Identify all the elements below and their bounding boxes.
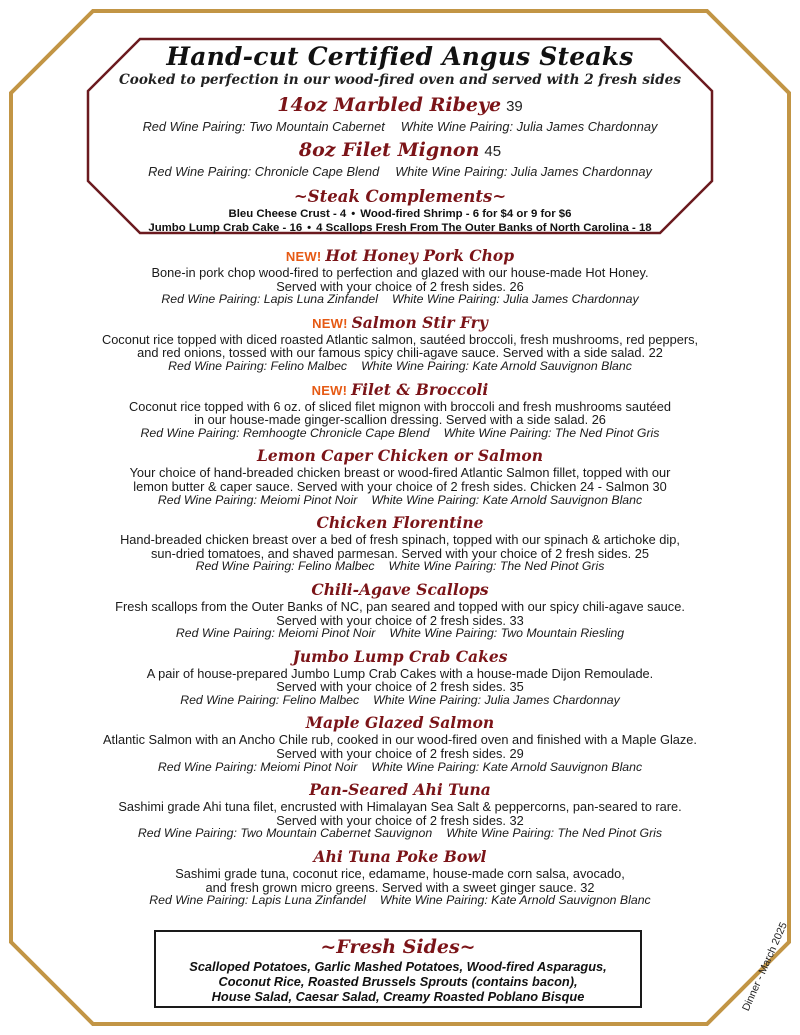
red-wine-pairing: Red Wine Pairing: Remhoogte Chronicle Cape Blend bbox=[140, 425, 430, 440]
fresh-sides-box bbox=[154, 930, 642, 1008]
red-wine-pairing: Red Wine Pairing: Chronicle Cape Blend bbox=[148, 164, 380, 179]
new-badge: NEW! bbox=[285, 249, 322, 264]
white-wine-pairing: White Wine Pairing: Julia James Chardonnay bbox=[373, 692, 620, 707]
bullet-separator: • bbox=[307, 222, 312, 234]
steak-complements bbox=[105, 187, 695, 235]
item-description: Served with your choice of 2 fresh sides. 29 bbox=[276, 746, 524, 762]
white-wine-pairing: White Wine Pairing: The Ned Pinot Gris bbox=[388, 559, 605, 574]
sides-list-line: Coconut Rice, Roasted Brussels Sprouts (contains bacon), bbox=[218, 974, 578, 989]
item-name: Maple Glazed Salmon bbox=[305, 713, 495, 733]
item-description: A pair of house-prepared Jumbo Lump Crab Cakes with a house-made Dijon Remoulade. bbox=[146, 665, 654, 681]
item-description: Sashimi grade tuna, coconut rice, edamame, house-made corn salsa, avocado, bbox=[175, 866, 625, 882]
steak-section bbox=[105, 42, 695, 235]
menu-item-lemon-caper bbox=[40, 446, 760, 507]
item-description: lemon butter & caper sauce. Served with your choice of 2 fresh sides. Chicken 24 - Salmon 30 bbox=[133, 478, 667, 494]
white-wine-pairing: White Wine Pairing: Kate Arnold Sauvignon Blanc bbox=[379, 893, 651, 908]
item-name: Salmon Stir Fry bbox=[351, 312, 488, 332]
item-description: Bone-in pork chop wood-fired to perfection and glazed with our house-made Hot Honey. bbox=[151, 265, 649, 280]
item-description: Served with your choice of 2 fresh sides. 32 bbox=[276, 812, 524, 828]
menu-item-chicken-florentine bbox=[40, 513, 760, 574]
menu-item-poke-bowl bbox=[40, 847, 760, 908]
menu-items bbox=[40, 246, 760, 914]
item-description: and red onions, tossed with our famous spicy chili-agave sauce. Served with a side salad. 22 bbox=[137, 345, 663, 361]
complement-item: 4 Scallops Fresh From The Outer Banks of North Carolina - 18 bbox=[316, 222, 652, 234]
menu-item-maple-glazed-salmon bbox=[40, 713, 760, 774]
complement-item: Jumbo Lump Crab Cake - 16 bbox=[148, 222, 303, 234]
steak-section-subtitle: Cooked to perfection in our wood-fired oven and served with 2 fresh sides bbox=[118, 72, 681, 88]
steak-item-ribeye bbox=[105, 93, 695, 134]
complements-title: ~Steak Complements~ bbox=[293, 187, 507, 206]
red-wine-pairing: Red Wine Pairing: Lapis Luna Zinfandel bbox=[161, 292, 378, 307]
item-description: Coconut rice topped with 6 oz. of sliced filet mignon with broccoli and fresh mushrooms sautéed bbox=[128, 398, 671, 414]
item-description: Sashimi grade Ahi tuna filet, encrusted with Himalayan Sea Salt & peppercorns, pan-seared to rare. bbox=[118, 799, 682, 815]
red-wine-pairing: Red Wine Pairing: Felino Malbec bbox=[180, 692, 360, 707]
item-description: Coconut rice topped with diced roasted Atlantic salmon, sautéed broccoli, fresh mushrooms, red peppers, bbox=[101, 331, 699, 347]
steak-price: 45 bbox=[484, 143, 502, 160]
white-wine-pairing: White Wine Pairing: Julia James Chardonnay bbox=[391, 292, 639, 307]
complement-item: Bleu Cheese Crust - 4 bbox=[228, 208, 347, 220]
item-description: in our house-made ginger-scallion dressing. Served with a side salad. 26 bbox=[194, 412, 606, 428]
complement-item: Wood-fired Shrimp - 6 for $4 or 9 for $6 bbox=[360, 208, 572, 220]
steak-item-filet bbox=[105, 138, 695, 179]
menu-item-crab-cakes bbox=[40, 647, 760, 708]
white-wine-pairing: White Wine Pairing: The Ned Pinot Gris bbox=[446, 826, 663, 841]
red-wine-pairing: Red Wine Pairing: Lapis Luna Zinfandel bbox=[149, 893, 366, 908]
white-wine-pairing: White Wine Pairing: Julia James Chardonnay bbox=[400, 119, 658, 134]
item-name: Ahi Tuna Poke Bowl bbox=[313, 847, 487, 867]
white-wine-pairing: White Wine Pairing: Kate Arnold Sauvignon Blanc bbox=[371, 492, 643, 507]
red-wine-pairing: Red Wine Pairing: Meiomi Pinot Noir bbox=[157, 492, 358, 507]
menu-item-filet-broccoli bbox=[40, 380, 760, 441]
menu-item-hot-honey-pork-chop bbox=[40, 246, 760, 307]
bullet-separator: • bbox=[351, 208, 356, 220]
steak-section-title: Hand-cut Certified Angus Steaks bbox=[166, 42, 634, 71]
menu-item-chili-agave-scallops bbox=[40, 580, 760, 641]
white-wine-pairing: White Wine Pairing: Two Mountain Riesling bbox=[389, 626, 625, 641]
red-wine-pairing: Red Wine Pairing: Felino Malbec bbox=[168, 358, 348, 373]
item-description: sun-dried tomatoes, and shaved parmesan. Served with your choice of 2 fresh sides. 25 bbox=[151, 545, 649, 561]
white-wine-pairing: White Wine Pairing: The Ned Pinot Gris bbox=[443, 425, 660, 440]
red-wine-pairing: Red Wine Pairing: Two Mountain Cabernet Sauvignon bbox=[137, 826, 433, 841]
item-description: Hand-breaded chicken breast over a bed of fresh spinach, topped with our spinach & artichoke dip, bbox=[120, 532, 680, 548]
item-name: Hot Honey Pork Chop bbox=[325, 246, 515, 265]
menu-item-pan-seared-ahi-tuna bbox=[40, 780, 760, 841]
item-description: Served with your choice of 2 fresh sides. 33 bbox=[276, 612, 524, 628]
new-badge: NEW! bbox=[311, 382, 348, 398]
menu-date-note: Dinner - March 2025 bbox=[740, 920, 790, 1013]
item-name: Chili-Agave Scallops bbox=[311, 579, 489, 599]
red-wine-pairing: Red Wine Pairing: Felino Malbec bbox=[195, 559, 375, 574]
white-wine-pairing: White Wine Pairing: Julia James Chardonnay bbox=[395, 164, 652, 179]
item-name: Lemon Caper Chicken or Salmon bbox=[256, 446, 544, 466]
white-wine-pairing: White Wine Pairing: Kate Arnold Sauvignon Blanc bbox=[371, 759, 643, 774]
item-name: Filet & Broccoli bbox=[351, 379, 489, 399]
white-wine-pairing: White Wine Pairing: Kate Arnold Sauvignon Blanc bbox=[361, 358, 632, 373]
red-wine-pairing: Red Wine Pairing: Two Mountain Cabernet bbox=[142, 119, 385, 134]
red-wine-pairing: Red Wine Pairing: Meiomi Pinot Noir bbox=[157, 759, 358, 774]
fresh-sides-title: ~Fresh Sides~ bbox=[320, 936, 476, 958]
item-description: Your choice of hand-breaded chicken breast or wood-fired Atlantic Salmon fillet, topped with our bbox=[129, 465, 671, 481]
item-description: Served with your choice of 2 fresh sides. 26 bbox=[276, 278, 524, 294]
item-name: Jumbo Lump Crab Cakes bbox=[292, 646, 508, 666]
steak-name: 8oz Filet Mignon bbox=[298, 139, 480, 161]
menu-item-salmon-stir-fry bbox=[40, 313, 760, 374]
item-description: Fresh scallops from the Outer Banks of NC, pan seared and topped with our spicy chili-agave sauce. bbox=[115, 598, 685, 614]
item-description: and fresh grown micro greens. Served with a sweet ginger sauce. 32 bbox=[205, 879, 595, 895]
item-name: Pan-Seared Ahi Tuna bbox=[309, 780, 491, 800]
new-badge: NEW! bbox=[312, 315, 348, 331]
sides-list-line: Scalloped Potatoes, Garlic Mashed Potatoes, Wood-fired Asparagus, bbox=[189, 959, 607, 974]
item-description: Atlantic Salmon with an Ancho Chile rub, cooked in our wood-fired oven and finished with a Maple Glaze. bbox=[103, 732, 697, 748]
steak-price: 39 bbox=[506, 98, 523, 115]
sides-list-line: House Salad, Caesar Salad, Creamy Roasted Poblano Bisque bbox=[211, 989, 585, 1004]
item-name: Chicken Florentine bbox=[316, 513, 484, 533]
red-wine-pairing: Red Wine Pairing: Meiomi Pinot Noir bbox=[175, 626, 376, 641]
steak-name: 14oz Marbled Ribeye bbox=[277, 94, 502, 116]
item-description: Served with your choice of 2 fresh sides. 35 bbox=[276, 679, 524, 695]
